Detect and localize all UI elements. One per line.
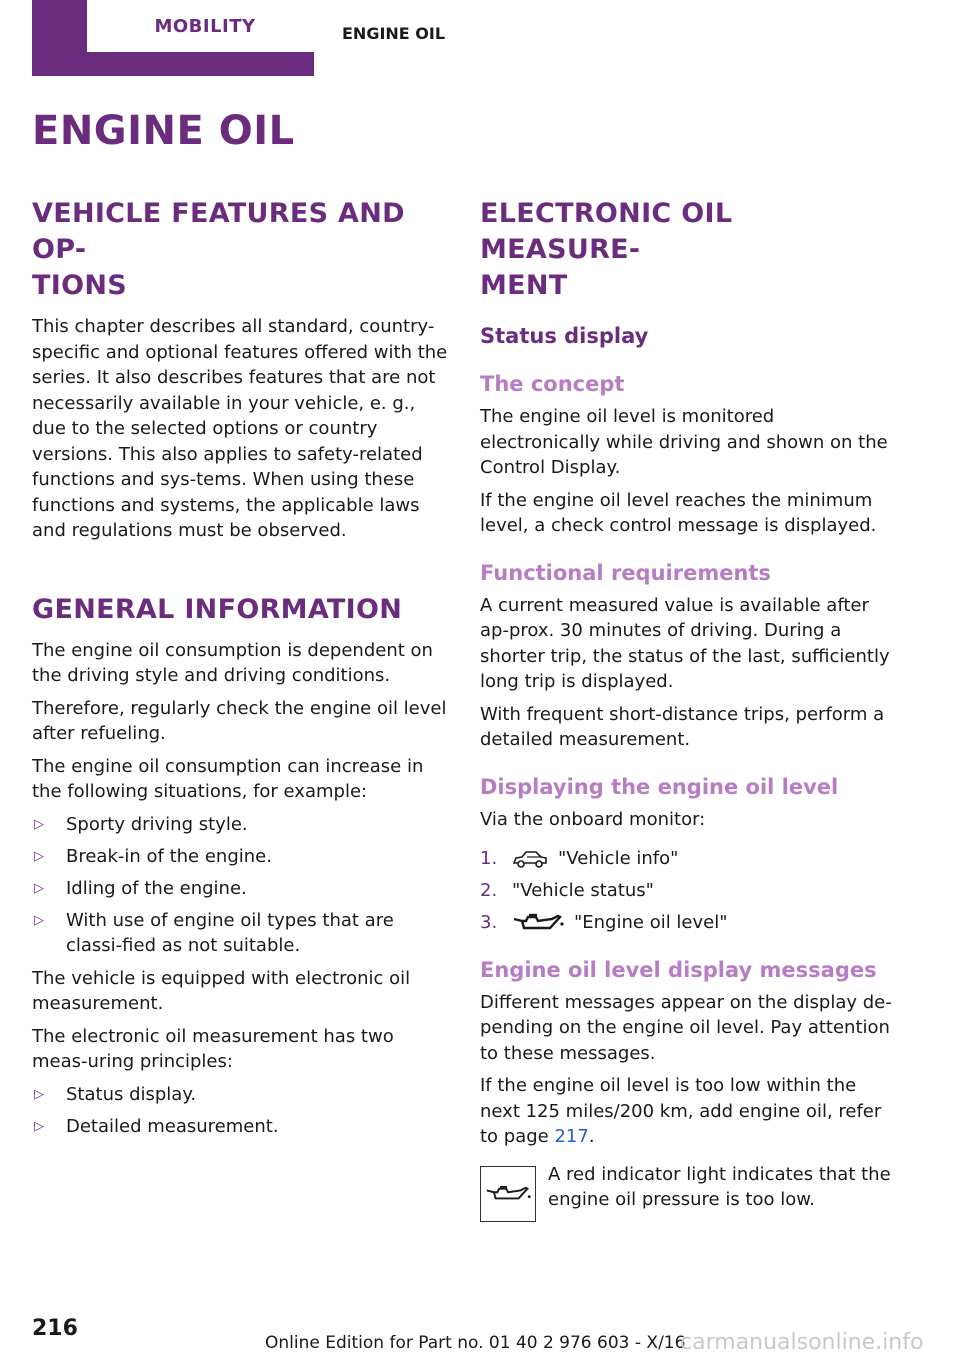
general-paragraph-3: The engine oil consumption can increase in the following situations, for example: bbox=[32, 755, 424, 802]
list-item: ▷ Idling of the engine. bbox=[32, 876, 448, 902]
step-number: 3. bbox=[480, 912, 498, 933]
list-item: ▷ Detailed measurement. bbox=[32, 1114, 448, 1140]
triangle-bullet-icon: ▷ bbox=[34, 848, 44, 864]
step-number: 2. bbox=[480, 880, 498, 901]
steps-list bbox=[480, 846, 896, 936]
oil-can-icon bbox=[512, 912, 564, 934]
page-number: 216 bbox=[32, 1316, 78, 1341]
func-req-paragraph-1: A current measured value is available after ap-prox. 30 minutes of driving. During a shorter trip, the status of the last, sufficiently long trip is displayed. bbox=[480, 594, 890, 692]
messages-paragraph-2: If the engine oil level is too low within the next 125 miles/200 km, add engine oil, refer to page 217. bbox=[480, 1075, 882, 1147]
concept-paragraph-1: The engine oil level is monitored electronically while driving and shown on the Control Display. bbox=[480, 406, 888, 478]
watermark: carmanualsonline.info bbox=[680, 1330, 924, 1355]
situations-list bbox=[32, 812, 448, 959]
list-item bbox=[480, 910, 896, 936]
display-heading: Displaying the engine oil level bbox=[480, 774, 839, 799]
principles-list bbox=[32, 1082, 448, 1140]
func-req-paragraph-2: With frequent short-distance trips, perform a detailed measurement. bbox=[480, 703, 885, 750]
status-display-heading: Status display bbox=[480, 324, 649, 348]
messages-paragraph-1: Different messages appear on the display de-pending on the engine oil level. Pay attention to these messages. bbox=[480, 991, 892, 1064]
triangle-bullet-icon: ▷ bbox=[34, 880, 44, 896]
car-icon bbox=[512, 849, 548, 869]
indicator-note bbox=[480, 1162, 896, 1222]
chapter-tab bbox=[32, 0, 314, 76]
general-heading: GENERAL INFORMATION bbox=[32, 593, 403, 625]
eom-heading-line2: MENT bbox=[480, 270, 568, 301]
step-label: "Vehicle info" bbox=[558, 848, 679, 869]
triangle-bullet-icon: ▷ bbox=[34, 1086, 44, 1102]
triangle-bullet-icon: ▷ bbox=[34, 1118, 44, 1134]
left-column bbox=[32, 196, 448, 1146]
list-item bbox=[480, 878, 896, 904]
messages-heading: Engine oil level display messages bbox=[480, 957, 877, 982]
list-item: ▷ Break-in of the engine. bbox=[32, 844, 448, 870]
section-label: ENGINE OIL bbox=[342, 24, 446, 43]
general-paragraph-4: The vehicle is equipped with electronic oil measurement. bbox=[32, 967, 411, 1014]
func-req-heading: Functional requirements bbox=[480, 560, 771, 585]
oil-pressure-icon bbox=[485, 1183, 531, 1205]
features-heading bbox=[32, 196, 448, 304]
triangle-bullet-icon: ▷ bbox=[34, 816, 44, 832]
page-title: ENGINE OIL bbox=[32, 108, 295, 154]
chapter-tab-label: MOBILITY bbox=[87, 0, 323, 52]
footer-edition: Online Edition for Part no. 01 40 2 976 603 - X/16 bbox=[265, 1333, 686, 1353]
concept-paragraph-2: If the engine oil level reaches the minimum level, a check control message is displayed. bbox=[480, 489, 877, 536]
indicator-text: A red indicator light indicates that the engine oil pressure is too low. bbox=[548, 1163, 891, 1210]
list-item: ▷ With use of engine oil types that are classi-fied as not suitable. bbox=[34, 909, 394, 956]
features-heading-line1: VEHICLE FEATURES AND OP- bbox=[32, 198, 405, 265]
eom-heading bbox=[480, 196, 896, 304]
step-number: 1. bbox=[480, 848, 498, 869]
triangle-bullet-icon: ▷ bbox=[34, 912, 44, 928]
concept-heading: The concept bbox=[480, 372, 625, 396]
step-label: "Vehicle status" bbox=[512, 880, 654, 901]
oil-pressure-indicator bbox=[480, 1166, 536, 1222]
features-text: This chapter describes all standard, country-specific and optional features offered with the series. It also describes features that are not necessarily available in your vehicle, e. g., due to the selected options or country versions. This also applies to safety-related functions and sys-tems. When using these functions and systems, the applicable laws and regulations must be observed. bbox=[32, 316, 448, 541]
list-item: ▷ Sporty driving style. bbox=[32, 812, 448, 838]
general-paragraph-1: The engine oil consumption is dependent on the driving style and driving conditions. bbox=[32, 639, 433, 686]
list-item bbox=[480, 846, 896, 872]
step-label: "Engine oil level" bbox=[574, 912, 728, 933]
eom-heading-line1: ELECTRONIC OIL MEASURE- bbox=[480, 198, 733, 265]
general-paragraph-5: The electronic oil measurement has two meas-uring principles: bbox=[32, 1025, 394, 1072]
right-column bbox=[480, 196, 896, 1222]
features-heading-line2: TIONS bbox=[32, 270, 127, 301]
list-item: ▷ Status display. bbox=[32, 1082, 448, 1108]
page-link[interactable]: 217 bbox=[554, 1126, 589, 1147]
general-paragraph-2: Therefore, regularly check the engine oil level after refueling. bbox=[32, 697, 447, 744]
display-paragraph-1: Via the onboard monitor: bbox=[480, 808, 706, 830]
